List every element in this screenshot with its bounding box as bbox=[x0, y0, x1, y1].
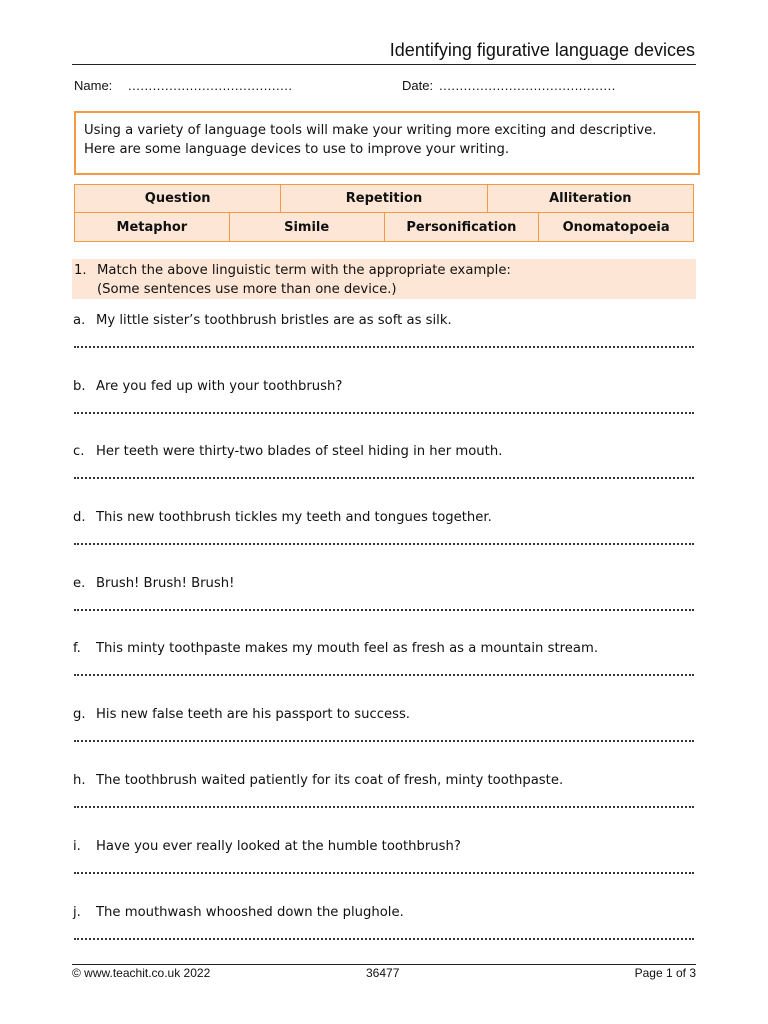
item-letter: j. bbox=[73, 905, 81, 920]
item-sentence: My little sister’s toothbrush bristles are as soft as silk. bbox=[96, 313, 452, 328]
header-divider bbox=[72, 64, 696, 65]
item-letter: h. bbox=[73, 773, 86, 788]
item-letter: g. bbox=[73, 707, 86, 722]
item-sentence: Are you fed up with your toothbrush? bbox=[96, 379, 343, 394]
item-sentence: Her teeth were thirty-two blades of steel hiding in her mouth. bbox=[96, 444, 503, 459]
name-field[interactable]: ........................................ bbox=[128, 78, 293, 93]
date-field[interactable]: ........................................... bbox=[439, 78, 616, 93]
answer-line[interactable] bbox=[74, 609, 694, 611]
name-label: Name: bbox=[74, 78, 113, 93]
answer-line[interactable] bbox=[74, 477, 694, 479]
terms-table bbox=[74, 184, 694, 242]
item-sentence: Brush! Brush! Brush! bbox=[96, 576, 235, 591]
item-letter: a. bbox=[73, 313, 86, 328]
question-line-2: (Some sentences use more than one device.) bbox=[97, 282, 397, 297]
item-sentence: The toothbrush waited patiently for its coat of fresh, minty toothpaste. bbox=[96, 773, 564, 788]
question-banner bbox=[72, 259, 696, 299]
name-date-row bbox=[72, 78, 696, 98]
copyright-text: © www.teachit.co.uk 2022 bbox=[72, 966, 211, 980]
item-letter: d. bbox=[73, 510, 86, 525]
item-sentence: The mouthwash whooshed down the plughole. bbox=[96, 905, 404, 920]
terms-row bbox=[74, 213, 694, 242]
item-sentence: Have you ever really looked at the humble toothbrush? bbox=[96, 839, 461, 854]
item-letter: c. bbox=[73, 444, 85, 459]
page-title: Identifying figurative language devices bbox=[389, 40, 695, 60]
item-letter: f. bbox=[73, 641, 81, 656]
answer-line[interactable] bbox=[74, 938, 694, 940]
term-cell: Repetition bbox=[281, 184, 487, 213]
terms-row bbox=[74, 184, 694, 213]
answer-line[interactable] bbox=[74, 412, 694, 414]
intro-line-1: Using a variety of language tools will make your writing more exciting and descriptive. bbox=[84, 123, 657, 138]
date-label: Date: bbox=[402, 78, 434, 93]
answer-line[interactable] bbox=[74, 346, 694, 348]
term-cell: Metaphor bbox=[74, 213, 230, 242]
item-letter: i. bbox=[73, 839, 81, 854]
item-letter: b. bbox=[73, 379, 86, 394]
answer-line[interactable] bbox=[74, 674, 694, 676]
item-sentence: This minty toothpaste makes my mouth feel as fresh as a mountain stream. bbox=[96, 641, 599, 656]
intro-box bbox=[74, 111, 700, 175]
answer-line[interactable] bbox=[74, 740, 694, 742]
item-sentence: His new false teeth are his passport to success. bbox=[96, 707, 411, 722]
question-text bbox=[97, 261, 511, 299]
term-cell: Question bbox=[74, 184, 281, 213]
item-letter: e. bbox=[73, 576, 86, 591]
answer-line[interactable] bbox=[74, 806, 694, 808]
term-cell: Personification bbox=[385, 213, 540, 242]
intro-line-2: Here are some language devices to use to improve your writing. bbox=[84, 142, 510, 157]
term-cell: Simile bbox=[230, 213, 385, 242]
resource-code: 36477 bbox=[366, 966, 400, 980]
term-cell: Alliteration bbox=[488, 184, 694, 213]
answer-line[interactable] bbox=[74, 543, 694, 545]
page-number: Page 1 of 3 bbox=[634, 966, 696, 980]
question-line-1: Match the above linguistic term with the appropriate example: bbox=[97, 263, 511, 278]
term-cell: Onomatopoeia bbox=[539, 213, 694, 242]
footer-divider bbox=[72, 964, 696, 965]
answer-line[interactable] bbox=[74, 872, 694, 874]
item-sentence: This new toothbrush tickles my teeth and tongues together. bbox=[96, 510, 492, 525]
question-number: 1. bbox=[74, 263, 87, 278]
